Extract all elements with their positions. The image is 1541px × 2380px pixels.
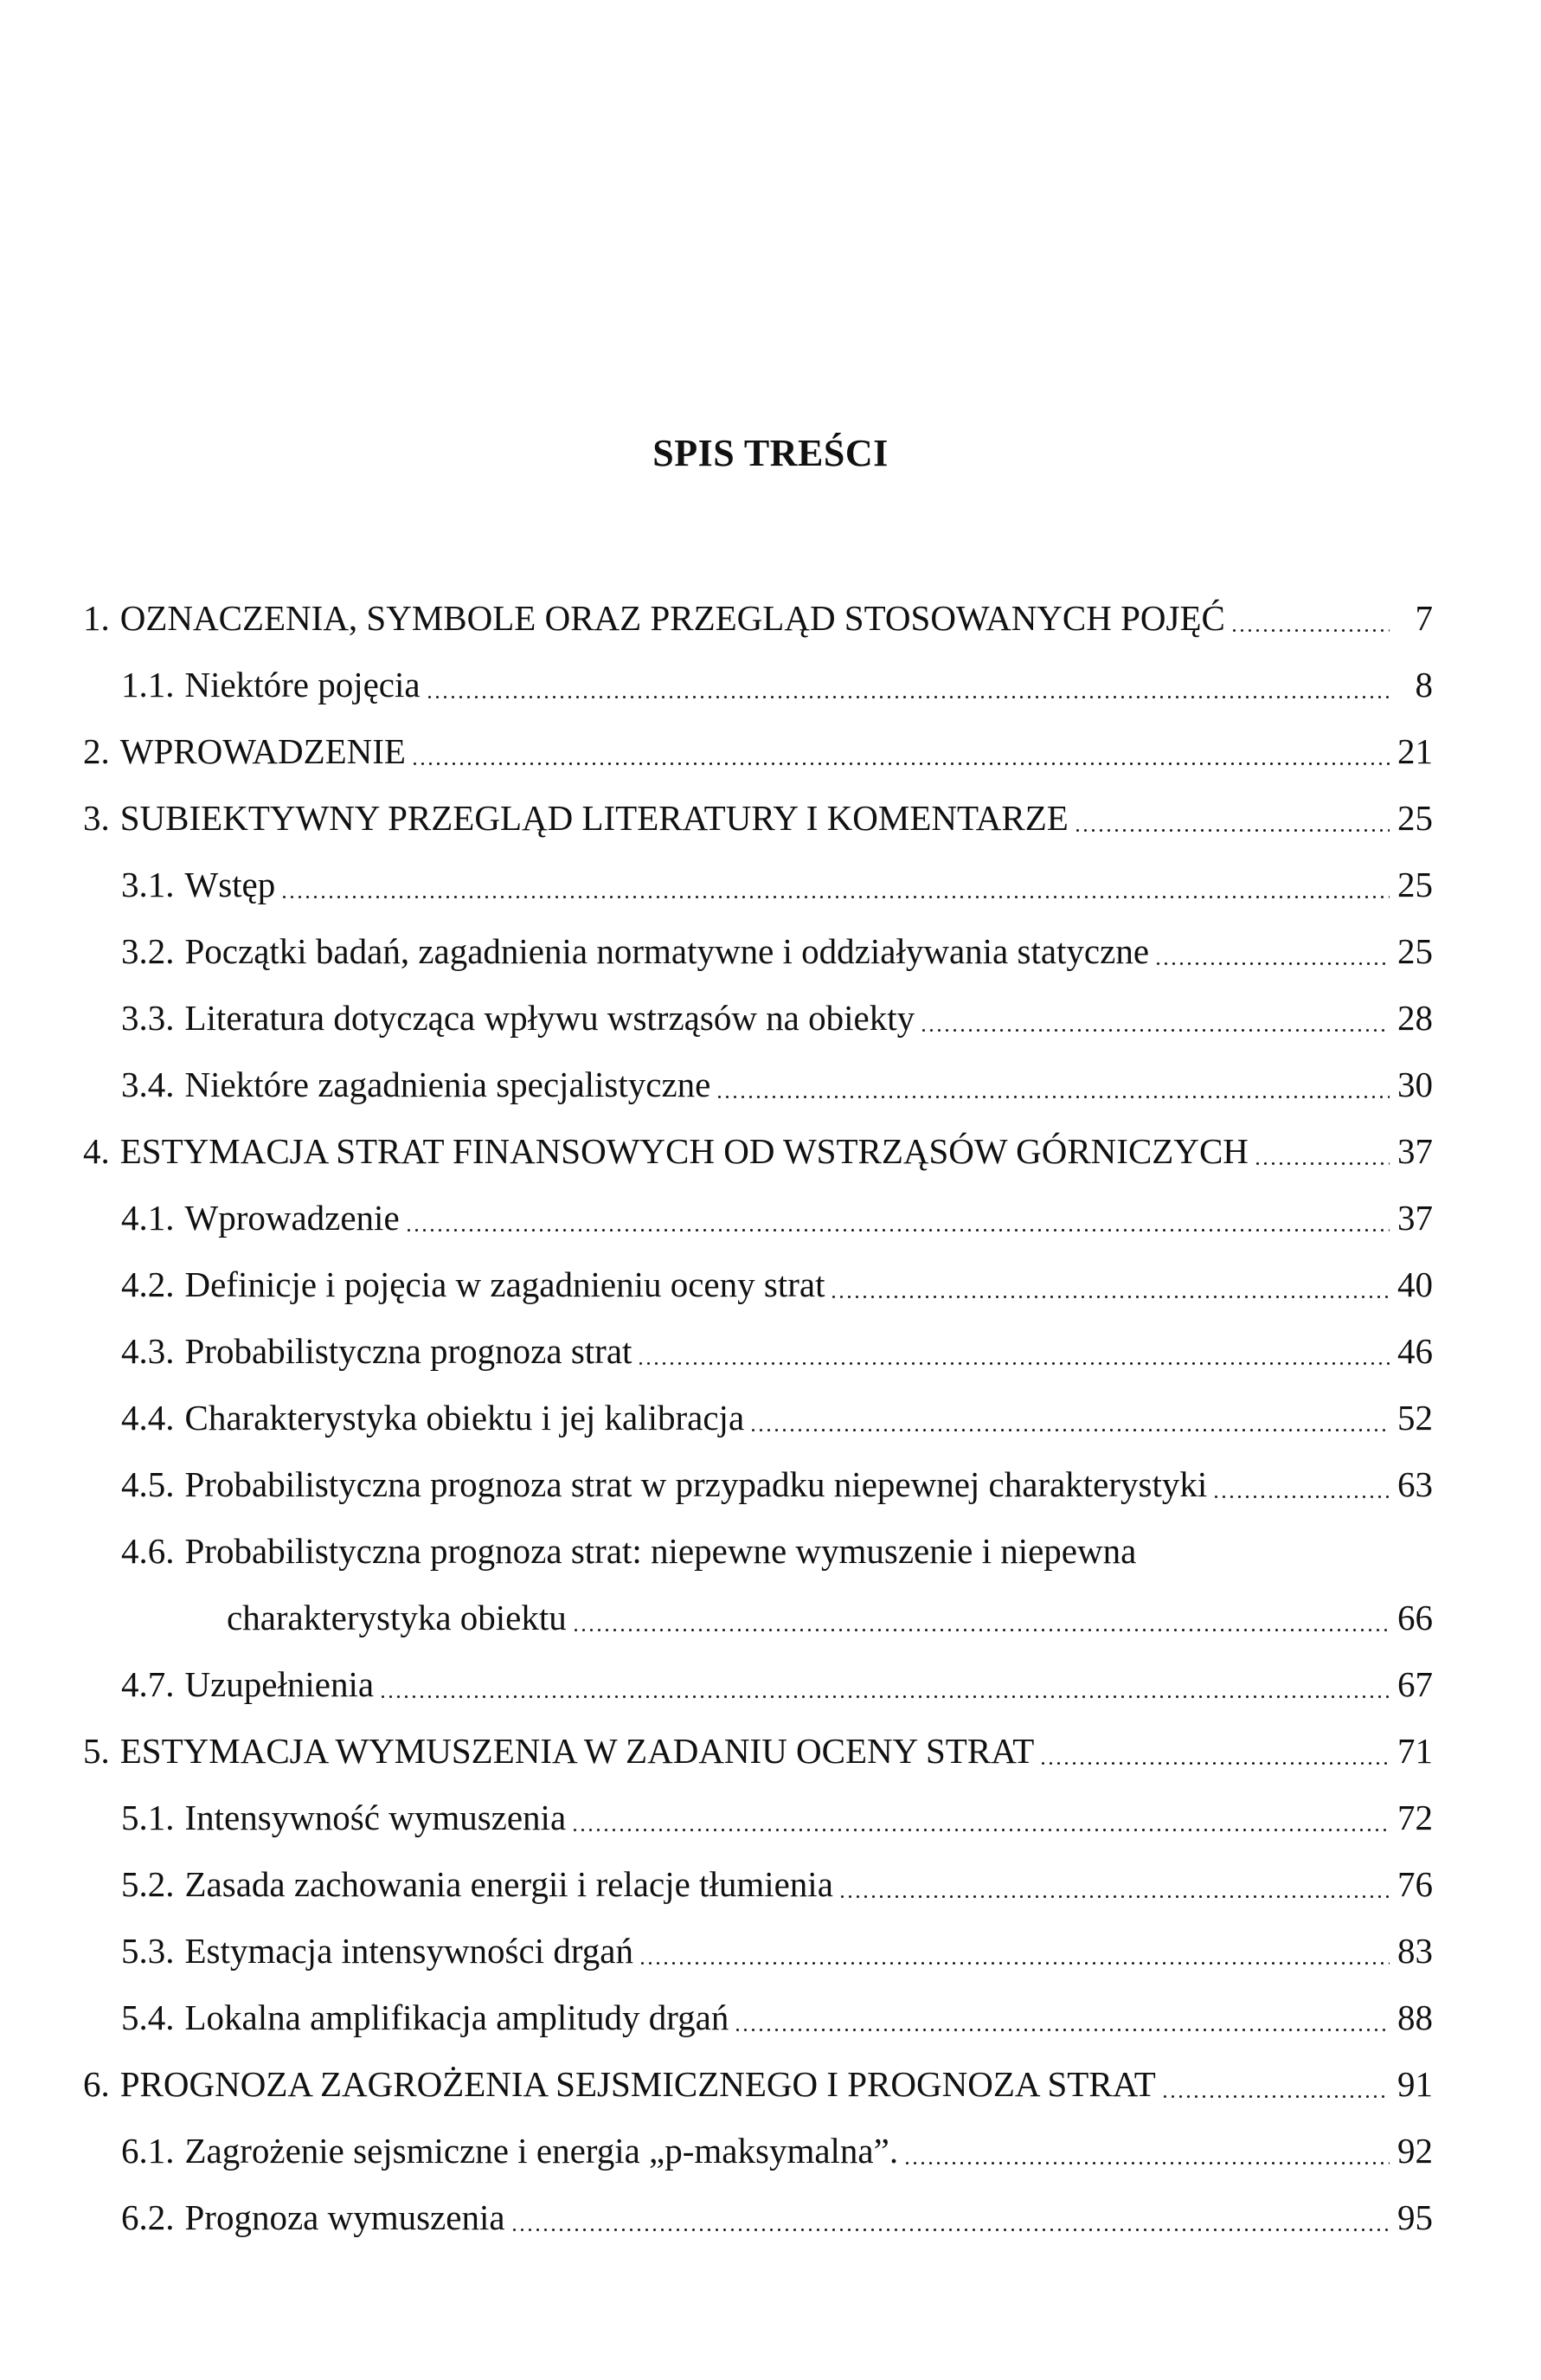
entry-page-number: 28 [1397,998,1433,1038]
entry-number: 4. [83,1131,110,1171]
toc-entry[interactable] [83,1185,1433,1251]
entry-page-number: 91 [1397,2064,1433,2104]
toc-entry[interactable] [83,1651,1433,1718]
dot-leader [1154,932,1390,968]
toc-entry[interactable] [83,1851,1433,1918]
entry-page-number: 46 [1397,1331,1433,1371]
entry-title: Prognoza wymuszenia [184,2197,505,2237]
toc-entry[interactable] [83,852,1433,918]
entry-number: 3.1. [121,865,175,904]
toc-entry[interactable] [83,585,1433,652]
entry-page-number: 67 [1397,1664,1433,1704]
entry-number: 3.3. [121,998,175,1038]
dot-leader [1212,1465,1390,1501]
dot-leader [734,1998,1390,2034]
toc-entry[interactable] [83,785,1433,852]
toc-entry[interactable] [83,1785,1433,1851]
entry-page-number: 40 [1397,1264,1433,1304]
entry-title: PROGNOZA ZAGROŻENIA SEJSMICZNEGO I PROGNOZA STRAT [119,2064,1156,2104]
dot-leader [280,865,1390,901]
dot-leader [411,732,1390,768]
toc-entry[interactable] [83,1518,1433,1651]
toc-entry[interactable] [83,1385,1433,1451]
entry-title: Probabilistyczna prognoza strat w przypadku niepewnej charakterystyki [184,1464,1208,1504]
entry-page-number: 76 [1397,1864,1433,1904]
entry-page-number: 72 [1397,1798,1433,1837]
entry-title: Wprowadzenie [184,1198,400,1238]
entry-title: Wstęp [184,865,276,904]
dot-leader [838,1865,1390,1901]
entry-number: 4.4. [121,1398,175,1438]
dot-leader [426,666,1390,701]
entry-number: 4.5. [121,1464,175,1504]
dot-leader [1254,1132,1390,1167]
entry-title: Probabilistyczna prognoza strat: niepewne wymuszenie i niepewna [184,1531,1137,1571]
entry-number: 3.2. [121,931,175,971]
entry-page-number: 37 [1397,1131,1433,1171]
entry-page-number: 63 [1397,1464,1433,1504]
toc-entry[interactable] [83,2184,1433,2251]
entry-page-number: 21 [1397,731,1433,771]
toc-entry[interactable] [83,1318,1433,1385]
dot-leader [571,1798,1390,1834]
entry-number: 5. [83,1731,110,1771]
entry-title: Estymacja intensywności drgań [184,1931,633,1971]
entry-number: 6. [83,2064,110,2104]
entry-title-continuation: charakterystyka obiektu [227,1598,567,1637]
entry-page-number: 25 [1397,931,1433,971]
entry-number: 4.1. [121,1198,175,1238]
dot-leader [903,2132,1390,2167]
page-title: SPIS TREŚCI [652,432,889,474]
entry-page-number: 88 [1397,1997,1433,2037]
entry-page-number: 83 [1397,1931,1433,1971]
table-of-contents [83,585,1433,2251]
entry-title: Intensywność wymuszenia [184,1798,567,1837]
entry-title: OZNACZENIA, SYMBOLE ORAZ PRZEGLĄD STOSOWANYCH POJĘĆ [119,598,1225,638]
dot-leader [749,1399,1390,1434]
dot-leader [572,1598,1390,1634]
entry-page-number: 95 [1397,2197,1433,2237]
dot-leader [405,1199,1390,1234]
dot-leader [830,1265,1390,1301]
entry-number: 5.4. [121,1997,175,2037]
entry-page-number: 37 [1397,1198,1433,1238]
entry-title: Uzupełnienia [184,1664,375,1704]
entry-number: 4.7. [121,1664,175,1704]
entry-number: 3. [83,798,110,838]
toc-entry[interactable] [83,1251,1433,1318]
entry-number: 1.1. [121,665,175,704]
dot-leader [1074,799,1390,834]
entry-page-number: 30 [1397,1065,1433,1104]
entry-title: Początki badań, zagadnienia normatywne i oddziaływania statyczne [184,931,1150,971]
entry-number: 4.2. [121,1264,175,1304]
toc-entry[interactable] [83,2118,1433,2184]
entry-title: ESTYMACJA WYMUSZENIA W ZADANIU OCENY STRAT [119,1731,1035,1771]
dot-leader [639,1932,1390,1967]
entry-page-number: 25 [1397,865,1433,904]
entry-page-number: 71 [1397,1731,1433,1771]
dot-leader [1161,2065,1390,2100]
entry-title: Niektóre pojęcia [184,665,421,704]
entry-number: 5.3. [121,1931,175,1971]
entry-number: 3.4. [121,1065,175,1104]
entry-page-number: 8 [1415,665,1433,704]
dot-leader [379,1665,1390,1701]
dot-leader [920,999,1390,1034]
entry-title: Probabilistyczna prognoza strat [184,1331,632,1371]
entry-title: Niektóre zagadnienia specjalistyczne [184,1065,711,1104]
entry-page-number: 92 [1397,2131,1433,2171]
entry-title: ESTYMACJA STRAT FINANSOWYCH OD WSTRZĄSÓW GÓRNICZYCH [119,1131,1249,1171]
entry-title: WPROWADZENIE [119,731,406,771]
toc-entry[interactable] [83,918,1433,985]
entry-page-number: 25 [1397,798,1433,838]
entry-number: 6.2. [121,2197,175,2237]
toc-entry[interactable] [83,1451,1433,1518]
entry-number: 1. [83,598,110,638]
toc-entry[interactable] [83,2051,1433,2118]
entry-title: Charakterystyka obiektu i jej kalibracja [184,1398,745,1438]
entry-title: SUBIEKTYWNY PRZEGLĄD LITERATURY I KOMENTARZE [119,798,1069,838]
entry-page-number: 7 [1415,598,1433,638]
toc-entry[interactable] [83,1718,1433,1785]
entry-title: Zasada zachowania energii i relacje tłumienia [184,1864,833,1904]
entry-page-number: 52 [1397,1398,1433,1438]
toc-entry[interactable] [83,1052,1433,1118]
entry-number: 4.3. [121,1331,175,1371]
dot-leader [1039,1732,1390,1767]
toc-entry[interactable] [83,1118,1433,1185]
toc-entry[interactable] [83,1918,1433,1984]
dot-leader [510,2198,1390,2234]
entry-title: Definicje i pojęcia w zagadnieniu oceny strat [184,1264,825,1304]
entry-number: 2. [83,731,110,771]
entry-title: Zagrożenie sejsmiczne i energia „p-maksymalna”. [184,2131,899,2171]
toc-entry[interactable] [83,718,1433,785]
entry-title: Lokalna amplifikacja amplitudy drgań [184,1997,729,2037]
entry-number: 5.2. [121,1864,175,1904]
entry-number: 4.6. [121,1531,175,1571]
toc-entry[interactable] [83,1984,1433,2051]
entry-number: 6.1. [121,2131,175,2171]
toc-entry[interactable] [83,652,1433,718]
entry-number: 5.1. [121,1798,175,1837]
dot-leader [716,1065,1390,1101]
dot-leader [637,1332,1390,1367]
entry-title: Literatura dotycząca wpływu wstrząsów na obiekty [184,998,915,1038]
entry-page-number: 66 [1397,1598,1433,1637]
dot-leader [1230,599,1390,634]
toc-entry[interactable] [83,985,1433,1052]
